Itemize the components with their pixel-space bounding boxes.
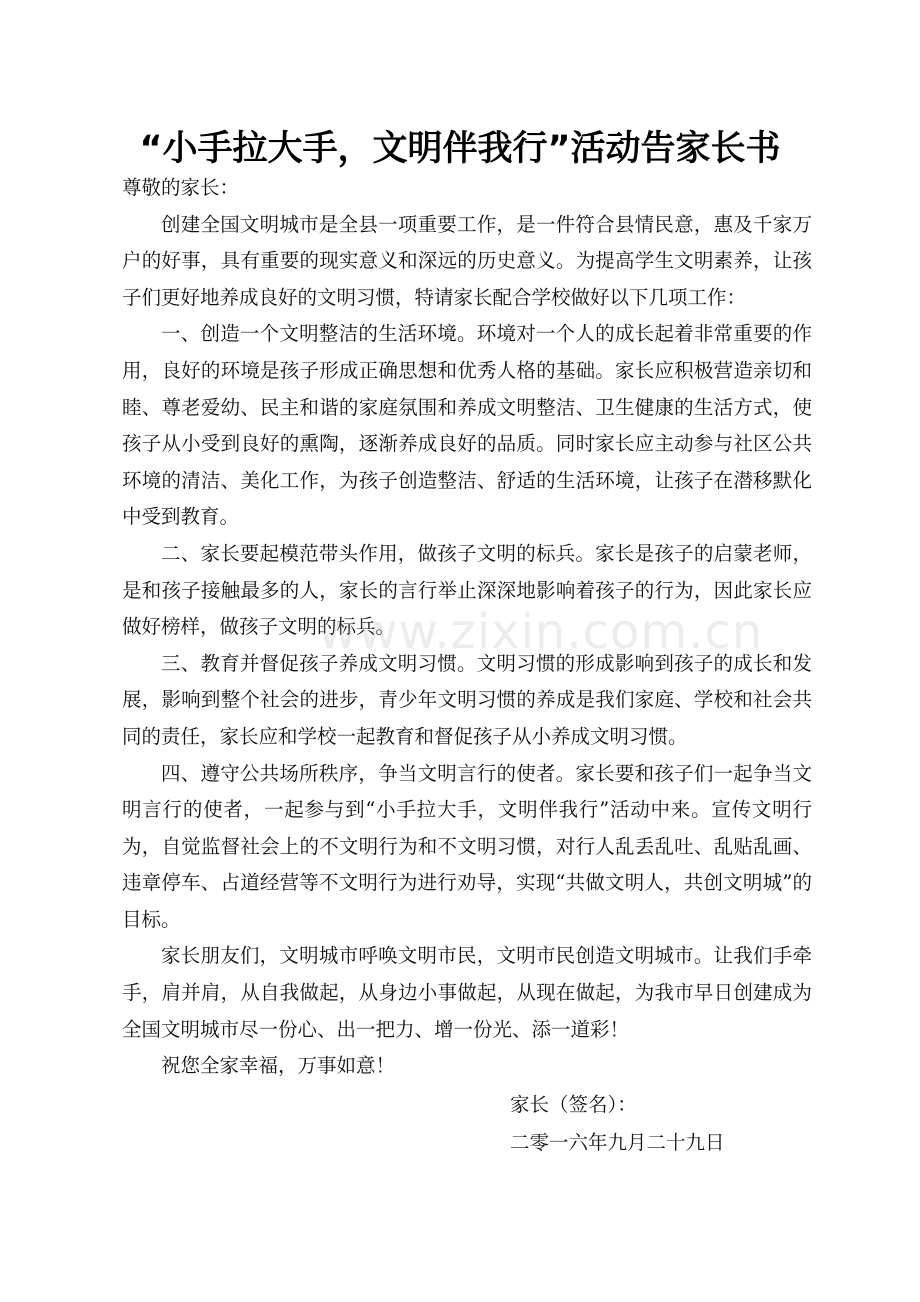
document-title: “小手拉大手，文明伴我行”活动告家长书: [139, 129, 781, 170]
document-body: [122, 170, 812, 1085]
letter-date: 二零一六年九月二十九日: [510, 1131, 725, 1154]
parent-signature-label: 家长（签名）：: [510, 1093, 637, 1116]
intro-paragraph: 创建全国文明城市是全县一项重要工作，是一件符合县情民意，惠及千家万户的好事，具有重要的现实意义和深远的历史意义。为提高学生文明素养，让孩子们更好地养成良好的文明习惯，特请家长配合学校做好以下几项工作：: [122, 212, 812, 309]
watermark: www.zixin.com.cn: [318, 604, 764, 660]
blessing-paragraph: 祝您全家幸福，万事如意！: [161, 1054, 396, 1078]
item-two-paragraph: 二、家长要起模范带头作用，做孩子文明的标兵。家长是孩子的启蒙老师，是和孩子接触最多的人，家长的言行举止深深地影响着孩子的行为，因此家长应做好榜样，做孩子文明的标兵。: [122, 541, 812, 639]
salutation: 尊敬的家长：: [122, 176, 240, 199]
closing-appeal-paragraph: 家长朋友们，文明城市呼唤文明市民，文明市民创造文明城市。让我们手牵手，肩并肩，从自我做起，从身边小事做起，从现在做起，为我市早日创建成为全国文明城市尽一份心、出一把力、增一份光、添一道彩！: [122, 944, 812, 1041]
signature-block: [510, 1086, 725, 1162]
item-three-paragraph: 三、教育并督促孩子养成文明习惯。文明习惯的形成影响到孩子的成长和发展，影响到整个社会的进步，青少年文明习惯的养成是我们家庭、学校和社会共同的责任，家长应和学校一起教育和督促孩子从小养成文明习惯。: [122, 651, 812, 748]
item-one-paragraph: 一、创造一个文明整洁的生活环境。环境对一个人的成长起着非常重要的作用，良好的环境是孩子形成正确思想和优秀人格的基础。家长应积极营造亲切和睦、尊老爱幼、民主和谐的家庭氛围和养成文明整洁、卫生健康的生活方式，使孩子从小受到良好的熏陶，逐渐养成良好的品质。同时家长应主动参与社区公共环境的清洁、美化工作，为孩子创造整洁、舒适的生活环境，让孩子在潜移默化中受到教育。: [122, 322, 812, 529]
item-four-paragraph: 四、遵守公共场所秩序，争当文明言行的使者。家长要和孩子们一起争当文明言行的使者，一起参与到“小手拉大手，文明伴我行”活动中来。宣传文明行为，自觉监督社会上的不文明行为和不文明习惯，对行人乱丢乱吐、乱贴乱画、违章停车、占道经营等不文明行为进行劝导，实现“共做文明人，共创文明城”的目标。: [122, 761, 812, 931]
